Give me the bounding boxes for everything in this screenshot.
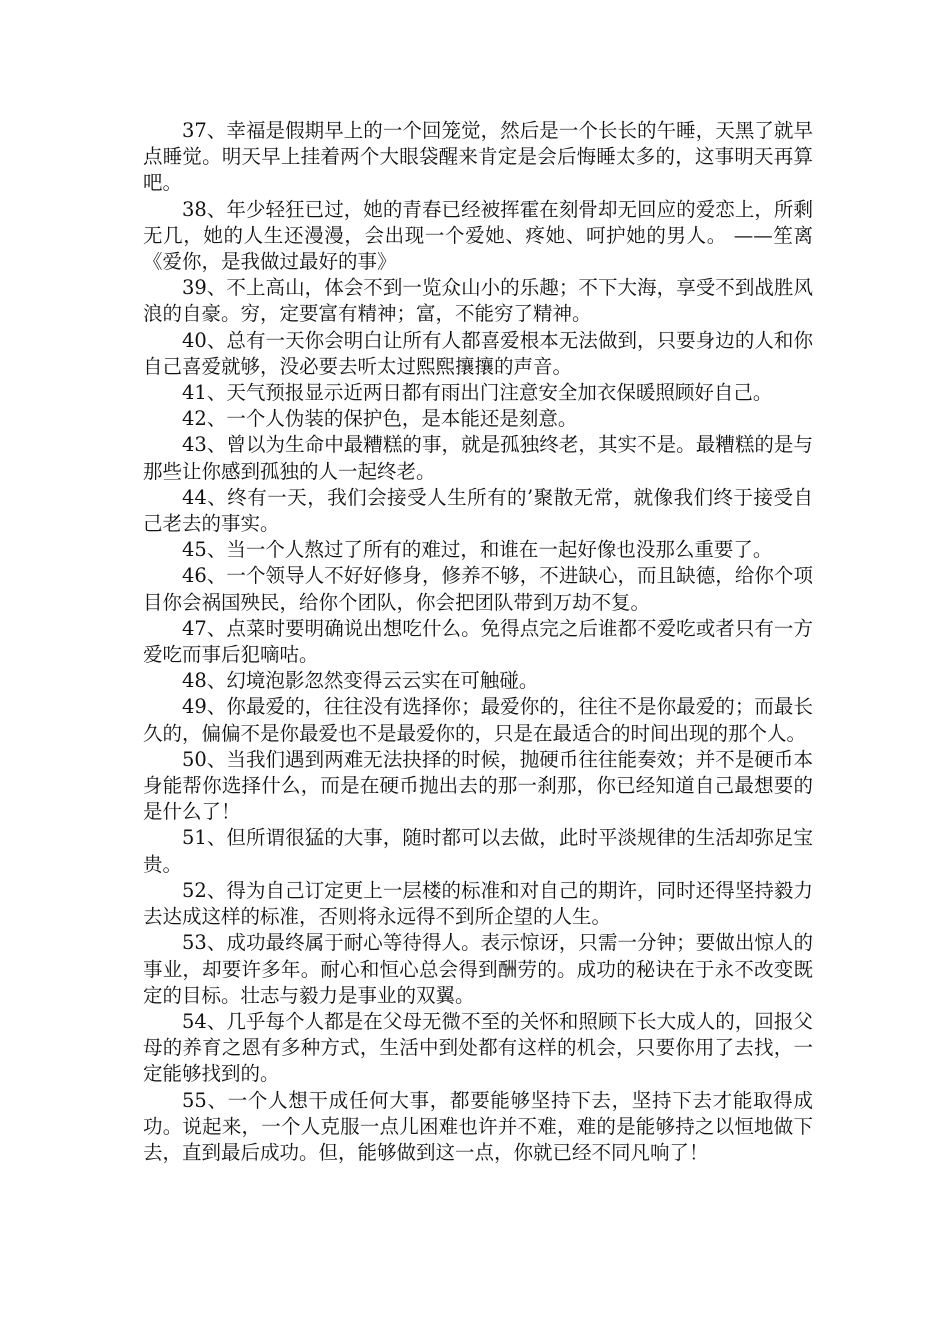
paragraph-49: 49、你最爱的，往往没有选择你；最爱你的，往往不是你最爱的；而最长久的，偏偏不是你最爱也不是最爱你的，只是在最适合的时间出现的那个人。 — [143, 695, 813, 745]
paragraph-40: 40、总有一天你会明白让所有人都喜爱根本无法做到，只要身边的人和你自己喜爱就够，没必要去听太过熙熙攘攘的声音。 — [143, 328, 813, 378]
paragraph-44: 44、终有一天，我们会接受人生所有的’聚散无常，就像我们终于接受自己老去的事实。 — [143, 485, 813, 536]
paragraph-45: 45、当一个人熬过了所有的难过，和谁在一起好像也没那么重要了。 — [182, 538, 773, 562]
paragraph-54: 54、几乎每个人都是在父母无微不至的关怀和照顾下长大成人的，回报父母的养育之恩有多种方式，生活中到处都有这样的机会，只要你用了去找，一定能够找到的。 — [143, 1009, 813, 1086]
paragraph-51: 51、但所谓很猛的大事，随时都可以去做，此时平淡规律的生活却弥足宝贵。 — [143, 826, 813, 876]
paragraph-43: 43、曾以为生命中最糟糕的事，就是孤独终老，其实不是。最糟糕的是与那些让你感到孤独的人一起终老。 — [143, 433, 813, 483]
paragraph-48: 48、幻境泡影忽然变得云云实在可触碰。 — [182, 669, 539, 693]
paragraph-39: 39、不上高山，体会不到一览众山小的乐趣；不下大海，享受不到战胜风浪的自豪。穷，定要富有精神；富，不能穷了精神。 — [143, 276, 813, 326]
paragraph-55: 55、一个人想干成任何大事，都要能够坚持下去，坚持下去才能取得成功。说起来，一个人克服一点儿困难也许并不难，难的是能够持之以恒地做下去，直到最后成功。但，能够做到这一点，你就已经不同凡响了！ — [143, 1088, 813, 1164]
paragraph-46: 46、一个领导人不好好修身，修养不够，不进缺心，而且缺德，给你个项目你会祸国殃民，给你个团队，你会把团队带到万劫不复。 — [143, 564, 813, 614]
paragraph-41: 41、天气预报显示近两日都有雨出门注意安全加衣保暖照顾好自己。 — [182, 381, 773, 405]
paragraph-42: 42、一个人伪装的保护色，是本能还是刻意。 — [182, 407, 578, 431]
paragraph-50: 50、当我们遇到两难无法抉择的时候，抛硬币往往能奏效；并不是硬币本身能帮你选择什么，而是在硬币抛出去的那一刹那，你已经知道自己最想要的是什么了！ — [143, 747, 813, 824]
document-body — [143, 118, 813, 1166]
paragraph-38: 38、年少轻狂已过，她的青春已经被挥霍在刻骨却无回应的爱恋上，所剩无几，她的人生还漫漫，会出现一个爱她、疼她、呵护她的男人。 ——笙离 《爱你，是我做过最好的事》 — [143, 197, 813, 274]
paragraph-47: 47、点菜时要明确说出想吃什么。免得点完之后谁都不爱吃或者只有一方爱吃而事后犯嘀咕。 — [143, 616, 813, 667]
paragraph-52: 52、得为自己订定更上一层楼的标准和对自己的期许，同时还得坚持毅力去达成这样的标准，否则将永远得不到所企望的人生。 — [143, 878, 813, 929]
paragraph-53: 53、成功最终属于耐心等待得人。表示惊讶，只需一分钟；要做出惊人的事业，却要许多年。耐心和恒心总会得到酬劳的。成功的秘诀在于永不改变既定的目标。壮志与毅力是事业的双翼。 — [143, 931, 813, 1007]
paragraph-37: 37、幸福是假期早上的一个回笼觉，然后是一个长长的午睡，天黑了就早点睡觉。明天早上挂着两个大眼袋醒来肯定是会后悔睡太多的，这事明天再算吧。 — [143, 119, 813, 195]
